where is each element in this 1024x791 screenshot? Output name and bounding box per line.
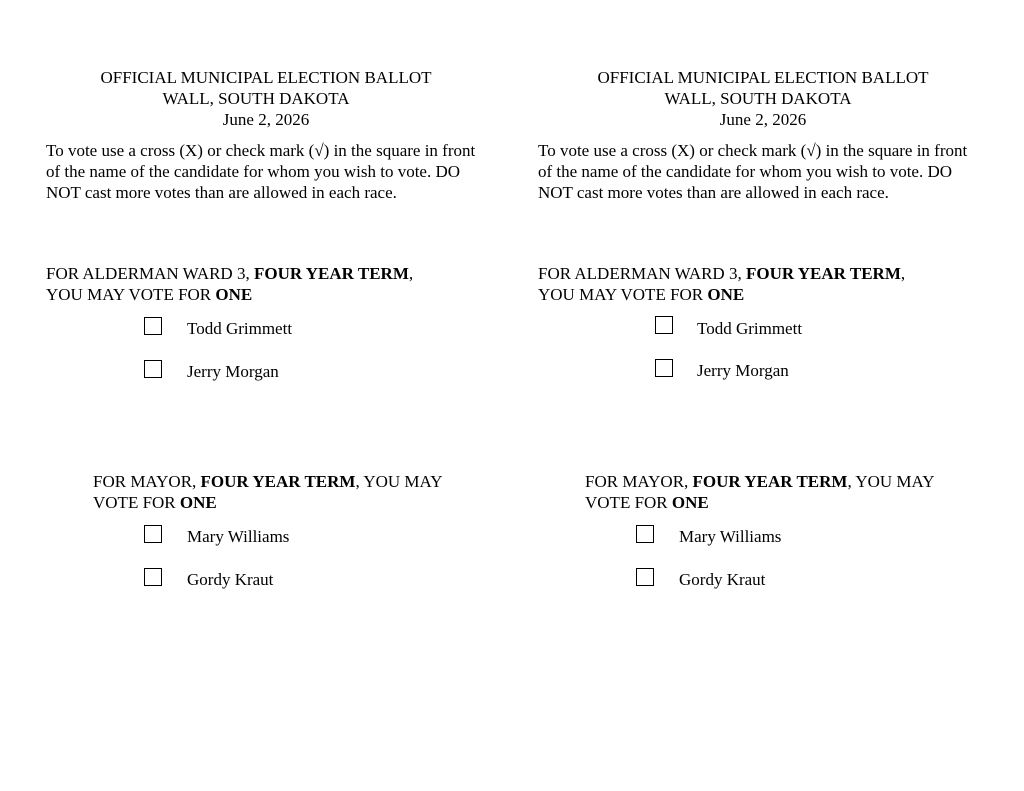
candidate-name: Mary Williams: [187, 527, 290, 546]
candidate-name: Gordy Kraut: [187, 570, 274, 589]
ballot-location: WALL, SOUTH DAKOTA: [162, 89, 350, 108]
candidate-name: Todd Grimmett: [187, 319, 293, 338]
race-mayor: [585, 472, 935, 513]
race-vote-limit: YOU MAY VOTE FOR ONE: [46, 284, 253, 304]
vote-checkbox[interactable]: [144, 317, 162, 335]
vote-checkbox[interactable]: [144, 568, 162, 586]
race-heading: FOR MAYOR, FOUR YEAR TERM, YOU MAY: [585, 472, 935, 491]
race-vote-limit: VOTE FOR ONE: [585, 492, 709, 512]
ballot-title: OFFICIAL MUNICIPAL ELECTION BALLOT: [597, 68, 929, 87]
candidate-name: Jerry Morgan: [697, 361, 789, 380]
race-heading: FOR MAYOR, FOUR YEAR TERM, YOU MAY: [93, 472, 443, 491]
race-heading: FOR ALDERMAN WARD 3, FOUR YEAR TERM,: [538, 264, 906, 283]
vote-checkbox[interactable]: [636, 568, 654, 586]
ballot-date: June 2, 2026: [719, 110, 807, 129]
race-heading: FOR ALDERMAN WARD 3, FOUR YEAR TERM,: [46, 264, 414, 283]
race-vote-limit: VOTE FOR ONE: [93, 492, 217, 512]
candidate-name: Mary Williams: [679, 527, 782, 546]
candidate-name: Todd Grimmett: [697, 319, 803, 338]
ballot-instructions: To vote use a cross (X) or check mark (√) in the square in front of the name of the candidate for whom you wish to vote. DO NOT cast more votes than are allowed in each race.: [46, 141, 476, 202]
race-mayor: [93, 472, 443, 513]
ballot-date: June 2, 2026: [222, 110, 310, 129]
ballot-instructions: To vote use a cross (X) or check mark (√) in the square in front of the name of the candidate for whom you wish to vote. DO NOT cast more votes than are allowed in each race.: [538, 141, 968, 202]
vote-checkbox[interactable]: [144, 525, 162, 543]
ballot-location: WALL, SOUTH DAKOTA: [664, 89, 852, 108]
vote-checkbox[interactable]: [655, 359, 673, 377]
ballot-title: OFFICIAL MUNICIPAL ELECTION BALLOT: [100, 68, 432, 87]
candidate-name: Jerry Morgan: [187, 362, 279, 381]
race-vote-limit: YOU MAY VOTE FOR ONE: [538, 284, 745, 304]
race-alderman: [46, 264, 413, 305]
ballot-right: [492, 0, 992, 791]
ballot-left: [0, 0, 500, 791]
vote-checkbox[interactable]: [655, 316, 673, 334]
vote-checkbox[interactable]: [636, 525, 654, 543]
race-alderman: [538, 264, 905, 305]
vote-checkbox[interactable]: [144, 360, 162, 378]
candidate-name: Gordy Kraut: [679, 570, 766, 589]
